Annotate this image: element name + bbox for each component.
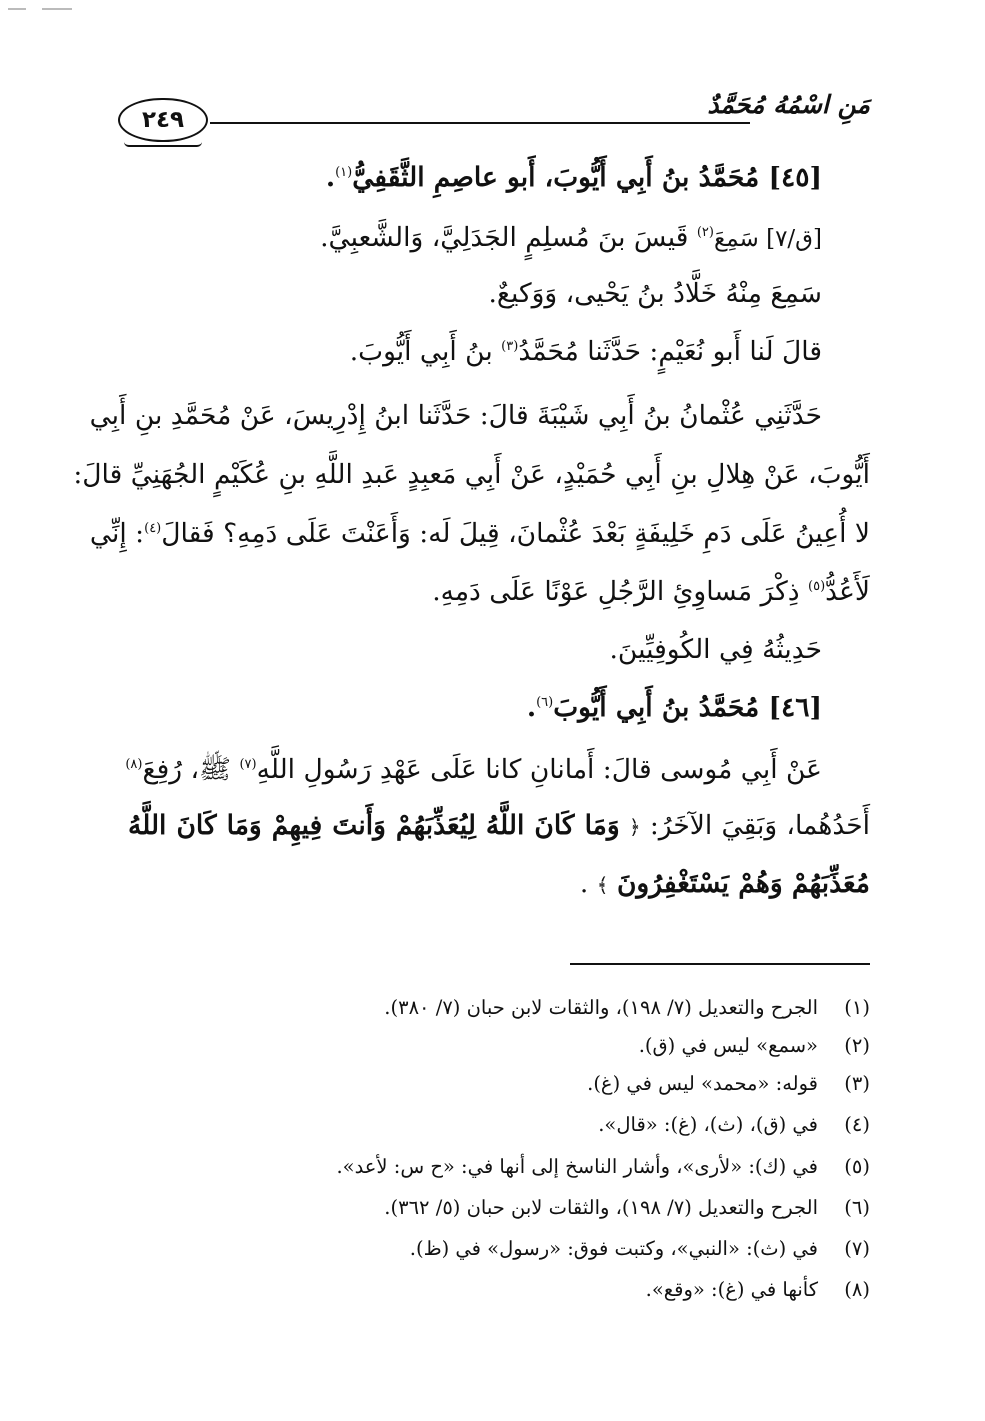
- footnote-2: (٢)«سمع» ليس في (ق).: [638, 1034, 870, 1057]
- page-header: [118, 92, 870, 152]
- quran-bracket-open: ﴿: [628, 815, 641, 839]
- entry-45-heading: [٤٥] مُحَمَّدُ بنُ أَبِي أَيُّوبَ، أَبو عاصِمِ الثَّقَفِيُّ$^{(١)}$.: [325, 162, 822, 193]
- quran-verse: وَمَا كَانَ اللَّهُ لِيُعَذِّبَهُمْ وَأَنتَ فِيهِمْ وَمَا كَانَ اللَّهُ: [128, 810, 620, 841]
- footnote-8: (٨)كأنها في (غ): «وقع».: [645, 1278, 870, 1301]
- footnote-1: (١)الجرح والتعديل (٧/ ١٩٨)، والثقات لابن حبان (٧/ ٣٨٠).: [384, 996, 870, 1019]
- footnote-ref: (٨): [125, 757, 143, 773]
- footnote-ref: (٧): [239, 757, 257, 773]
- footnote-7: (٧)في (ث): «النبي»، وكتبت فوق: «رسول» في (ظ).: [409, 1237, 870, 1260]
- footnote-separator: [570, 963, 870, 965]
- paragraph-1-line-4: لَأَعُدُّ$^{(٥)}$ ذِكْرَ مَساوِئِ الرَّجُلِ عَوْنًا عَلَى دَمِهِ.: [432, 576, 870, 607]
- footnote-ref: (٥): [808, 579, 826, 595]
- footnote-ref: (٦): [536, 695, 554, 711]
- footnote-4: (٤)في (ق)، (ث)، (غ): «قال».: [598, 1113, 870, 1136]
- entry-title: مُحَمَّدُ بنُ أَبِي أَيُّوبَ، أَبو عاصِمِ الثَّقَفِيُّ: [352, 162, 760, 193]
- paragraph-1-line-1: حَدَّثَنِي عُثْمانُ بنُ أَبِي شَيْبَةَ قالَ: حَدَّثَنا ابنُ إِدْرِيسَ، عَنْ مُحَمَّدِ بنِ أَبِي: [89, 400, 822, 431]
- footnote-5: (٥)في (ك): «لأرى»، وأشار الناسخ إلى أنها في: «ح س: لأعد».: [336, 1155, 870, 1178]
- entry-45-line-3: سَمِعَ مِنْهُ خَلَّادُ بنُ يَحْيى، وَوَكيعٌ.: [488, 278, 822, 309]
- entry-number: [٤٥]: [768, 162, 822, 193]
- entry-46-heading: [٤٦] مُحَمَّدُ بنُ أَبِي أَيُّوبَ$^{(٦)}$.: [526, 692, 822, 723]
- footnote-ref: (٣): [501, 339, 519, 355]
- quran-verse: مُعَذِّبَهُمْ وَهُمْ يَسْتَغْفِرُونَ: [616, 868, 870, 899]
- entry-title: مُحَمَّدُ بنُ أَبِي أَيُّوبَ: [553, 692, 760, 723]
- paragraph-1-line-2: أَيُّوبَ، عَنْ هِلالِ بنِ أَبِي حُمَيْدٍ، عَنْ أَبِي مَعبِدٍ عَبدِ اللَّهِ بنِ عُكَيْمٍ الجُهَنِيِّ قالَ:: [73, 459, 870, 490]
- footnote-ref: (١): [335, 165, 353, 181]
- footnote-6: (٦)الجرح والتعديل (٧/ ١٩٨)، والثقات لابن حبان (٥/ ٣٦٢).: [384, 1196, 870, 1219]
- entry-46-line-2: أَحَدُهُما، وَبَقِيَ الآخَرُ: ﴿ وَمَا كَانَ اللَّهُ لِيُعَذِّبَهُمْ وَأَنتَ فِيهِمْ وَمَا كَانَ اللَّهُ: [128, 810, 870, 841]
- entry-46-line-3: مُعَذِّبَهُمْ وَهُمْ يَسْتَغْفِرُونَ ﴾ .: [579, 868, 870, 899]
- footnote-ref: (٤): [144, 521, 162, 537]
- quran-bracket-close: ﴾: [596, 873, 609, 897]
- running-title: مَنِ اسْمُهُ مُحَمَّدٌ: [707, 90, 870, 119]
- header-rule: [210, 122, 750, 124]
- entry-46-line-1: عَنْ أَبِي مُوسى قالَ: أَمانانِ كانا عَلَى عَهْدِ رَسُولِ اللَّهِ$^{(٧)}$ ﷺ، رُفِعَ$^{(٨)}$: [125, 754, 822, 785]
- entry-45-line-2: [ق/٧] سَمِعَ$^{(٢)}$ قَيسَ بنَ مُسلِمٍ الجَدَلِيَّ، وَالشَّعبِيَّ.: [320, 222, 822, 253]
- scan-edge-marks: [8, 8, 78, 12]
- footnote-ref: (٢): [696, 225, 714, 241]
- entry-number: [٤٦]: [768, 692, 822, 723]
- paragraph-2: حَدِيثُهُ فِي الكُوفِيِّينَ.: [609, 634, 822, 665]
- entry-45-line-4: قالَ لَنا أَبو نُعَيْمٍ: حَدَّثَنا مُحَمَّدُ$^{(٣)}$ بنُ أَبِي أَيُّوبَ.: [349, 336, 822, 367]
- paragraph-1-line-3: لا أُعِينُ عَلَى دَمِ خَلِيفَةٍ بَعْدَ عُثْمانَ، قِيلَ لَه: وَأَعَنْتَ عَلَى دَمِهِ؟ فَقالَ$^{(٤)}$: إِنِّي: [89, 518, 870, 549]
- footnote-3: (٣)قوله: «محمد» ليس في (غ).: [587, 1072, 870, 1095]
- page-number: ٢٤٩: [118, 98, 208, 142]
